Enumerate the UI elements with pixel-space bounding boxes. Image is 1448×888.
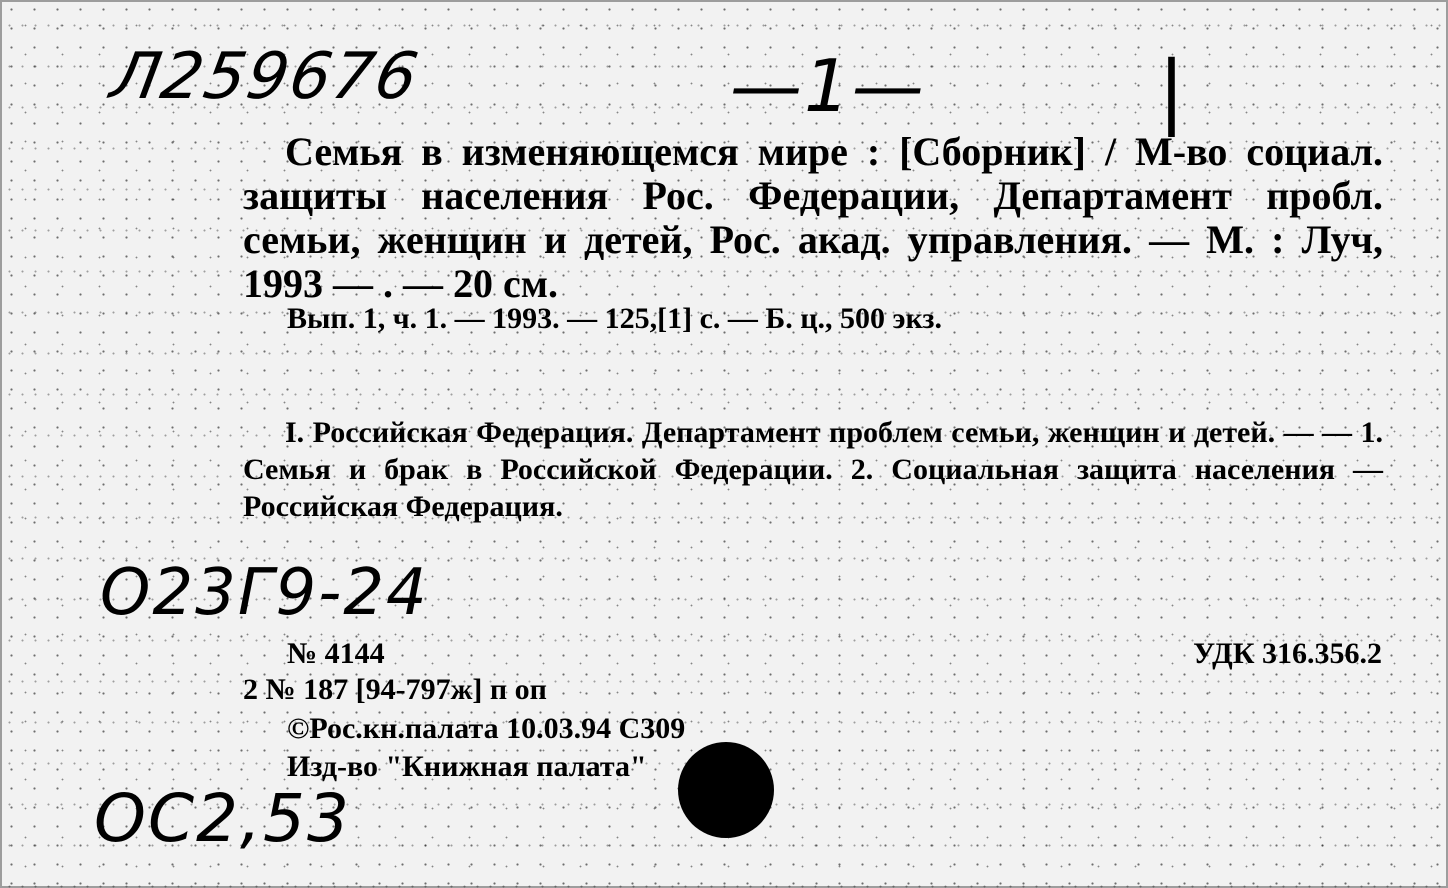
description-main: Семья в изменяющемся мире : [Сборник] / М-во социал. защиты населения Рос. Федерации, Департамент пробл. семьи, женщин и детей, Рос. акад. управления. — М. : Луч, 1993 — . — 20 см.: [243, 129, 1383, 306]
udk-code: УДК 316.356.2: [1193, 637, 1382, 670]
record-number: № 4144: [287, 637, 385, 670]
handwritten-page-mark: —1—: [730, 44, 926, 128]
subject-headings: [243, 414, 1383, 525]
punch-hole: [678, 742, 774, 838]
volume-line: Вып. 1, ч. 1. — 1993. — 125,[1] с. — Б. ц., 500 экз.: [287, 302, 942, 335]
publisher-line: Изд-во "Книжная палата": [287, 750, 647, 783]
copyright-line: ©Рос.кн.палата 10.03.94 С309: [287, 712, 686, 745]
bibliographic-description: [243, 130, 1383, 306]
handwritten-classification: О23Г9-24: [100, 556, 429, 630]
handwritten-call-number: Л259676: [105, 40, 425, 114]
handwritten-bottom-mark: ОС2,53: [94, 780, 351, 857]
handwritten-tick: |: [1158, 44, 1187, 137]
record-number-secondary: 2 № 187 [94-797ж] п оп: [243, 673, 547, 706]
subjects-text: I. Российская Федерация. Департамент проблем семьи, женщин и детей. — — 1. Семья и брак в Российской Федерации. 2. Социальная защита населения — Российская Федерация.: [243, 416, 1383, 523]
